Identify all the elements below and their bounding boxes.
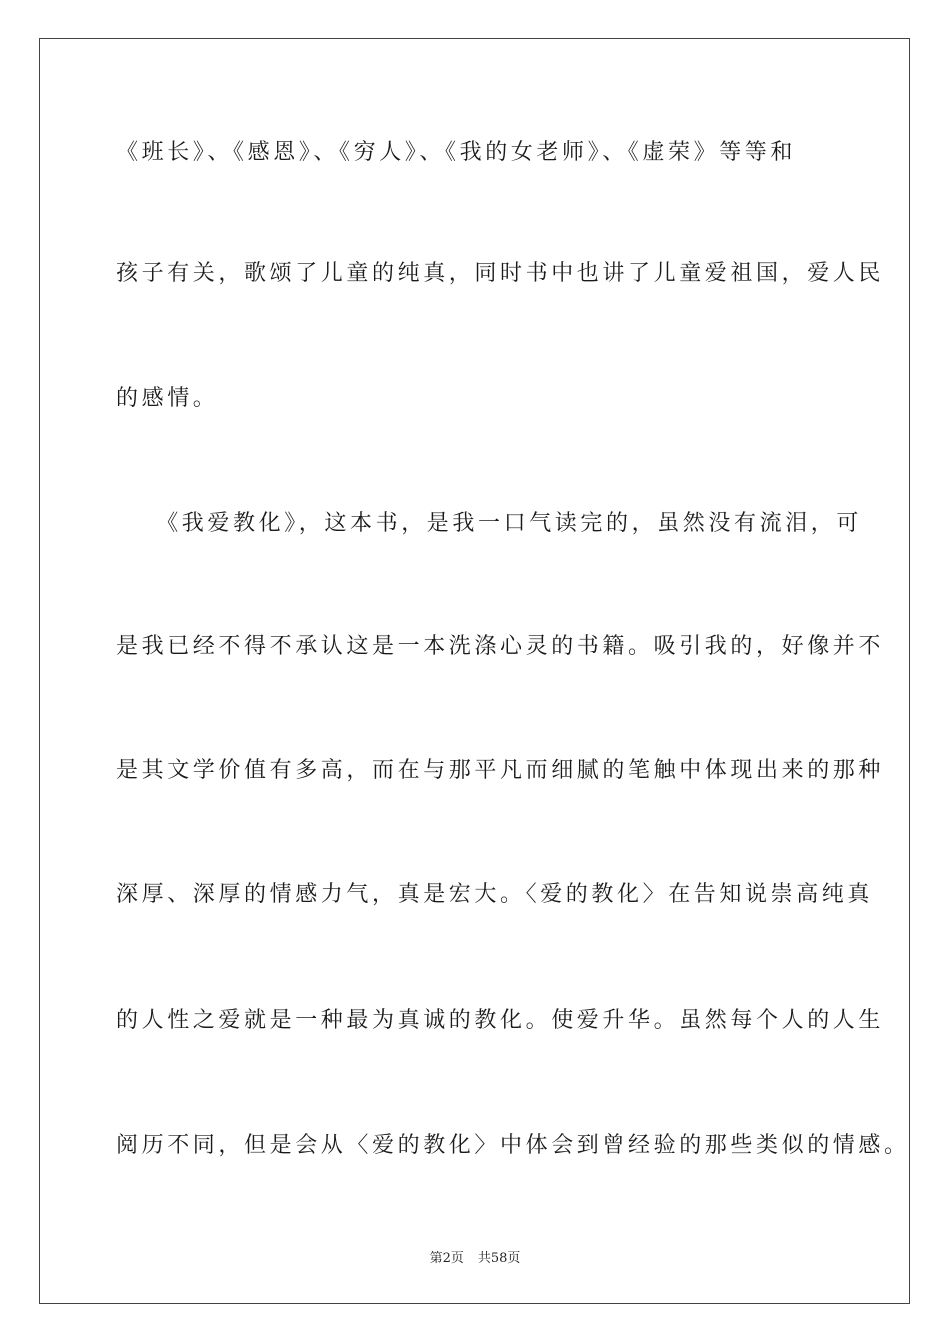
text-line: 的人性之爱就是一种最为真诚的教化。使爱升华。虽然每个人的人生	[116, 1008, 885, 1033]
text-line: 阅历不同，但是会从〈爱的教化〉中体会到曾经验的那些类似的情感。	[116, 1133, 910, 1158]
text-line: 深厚、深厚的情感力气，真是宏大。〈爱的教化〉在告知说崇高纯真	[116, 882, 874, 907]
page-number: 第2页	[429, 1251, 464, 1266]
page-footer	[0, 1247, 950, 1266]
text-line: 《班长》、《感恩》、《穷人》、《我的女老师》、《虚荣》等等和	[116, 140, 797, 165]
text-line: 是其文学价值有多高，而在与那平凡而细腻的笔触中体现出来的那种	[116, 758, 885, 783]
text-line: 孩子有关，歌颂了儿童的纯真，同时书中也讲了儿童爱祖国，爱人民	[116, 261, 885, 286]
page-total: 共58页	[477, 1251, 521, 1266]
text-line: 的感情。	[116, 386, 219, 411]
text-line: 是我已经不得不承认这是一本洗涤心灵的书籍。吸引我的，好像并不	[116, 634, 885, 659]
text-line: 《我爱教化》，这本书，是我一口气读完的，虽然没有流泪，可	[116, 511, 863, 536]
page-frame	[39, 38, 910, 1304]
